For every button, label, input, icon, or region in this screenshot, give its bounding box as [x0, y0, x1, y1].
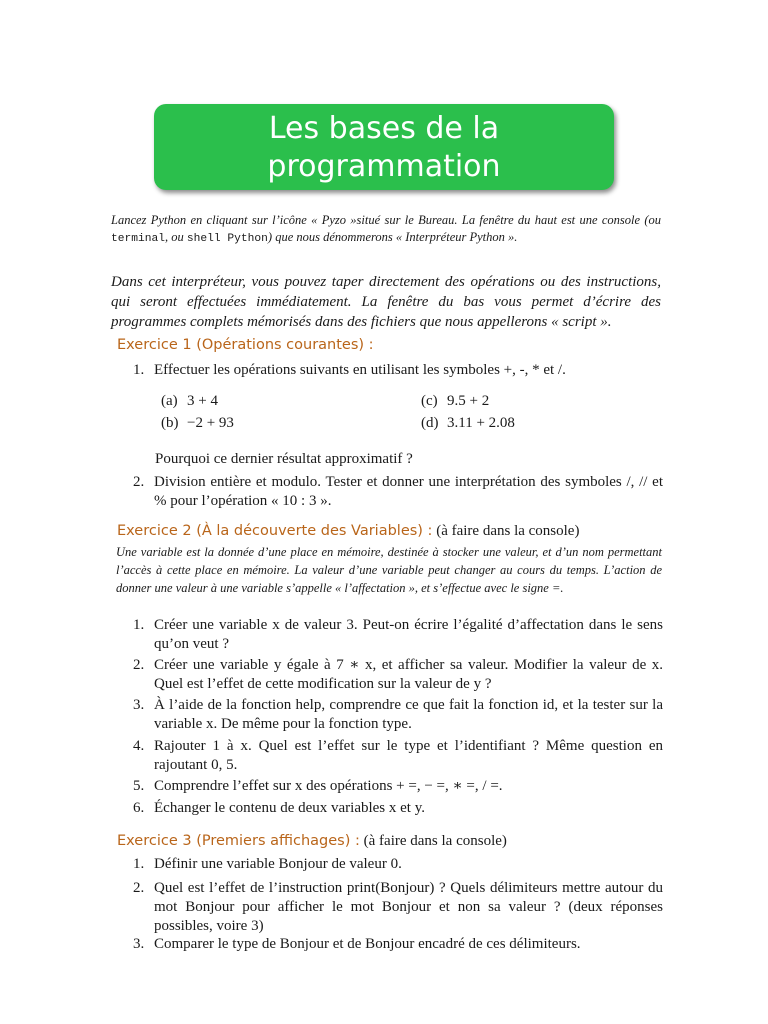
sub-item-a	[161, 393, 218, 410]
item-text: Quel est l’effet de l’instruction print(Bonjour) ? Quels délimiteurs mettre autour du mot Bonjour pour afficher le mot Bonjour et non sa valeur ? (deux réponses possibles, voire 3)	[154, 880, 663, 934]
sub-label: (b)	[161, 415, 179, 431]
title-line-2: programmation	[267, 149, 501, 184]
item-number: 3.	[133, 697, 145, 713]
item-number: 2.	[133, 880, 145, 896]
variable-definition: Une variable est la donnée d’une place en mémoire, destinée à stocker une valeur, et d’un nom permettant l’accès à cette place en mémoire. La valeur d’une variable peut changer au cours du temps. L’action de donner une valeur à une variable s’appelle « l’affectation », et s’effectue avec le signe =.	[116, 545, 662, 595]
item-number: 5.	[133, 778, 145, 794]
item-number: 1.	[133, 617, 145, 633]
exercise-2-title: Exercice 2 (À la découverte des Variables) :	[117, 523, 433, 539]
exercise-3-note: (à faire dans la console)	[359, 833, 507, 849]
exercise-3-heading	[117, 833, 507, 850]
item-text: Division entière et modulo. Tester et donner une interprétation des symboles /, // et % pour l’opération « 10 : 3 ».	[154, 474, 663, 509]
item-number: 1.	[133, 856, 145, 872]
item-number: 2.	[133, 474, 145, 490]
sub-label: (d)	[421, 415, 439, 431]
intro-paragraph-1	[111, 212, 661, 248]
exercise-3-title: Exercice 3 (Premiers affichages) :	[117, 833, 360, 849]
item-text: Comparer le type de Bonjour et de Bonjour encadré de ces délimiteurs.	[154, 936, 581, 952]
sub-expr: 3.11 + 2.08	[447, 415, 515, 431]
intro-p1c: ) que nous dénommerons « Interpréteur Python ».	[267, 230, 518, 244]
exercise-2-note: (à faire dans la console)	[432, 523, 580, 539]
intro-shell-python: shell Python	[186, 233, 268, 245]
intro-p1b: , ou	[165, 230, 187, 244]
title-banner	[154, 104, 614, 190]
item-number: 1.	[133, 362, 145, 378]
exercise-2-heading	[117, 523, 579, 540]
title-line-1: Les bases de la	[268, 111, 500, 146]
sub-label: (a)	[161, 393, 178, 409]
exercise-1-question: Pourquoi ce dernier résultat approximatif ?	[155, 451, 413, 467]
item-text: Créer une variable x de valeur 3. Peut-on écrire l’égalité d’affectation dans le sens qu’on veut ?	[154, 617, 663, 652]
item-number: 3.	[133, 936, 145, 952]
item-text: Échanger le contenu de deux variables x et y.	[154, 800, 425, 816]
intro-paragraph-2: Dans cet interpréteur, vous pouvez taper directement des opérations ou des instructions, qui seront effectuées immédiatement. La fenêtre du bas vous permet d’écrire des programmes complets mémorisés dans des fichiers que nous appellerons « script ».	[111, 274, 661, 330]
sub-item-d	[421, 415, 515, 432]
exercise-1-heading	[117, 337, 374, 354]
sub-expr: 9.5 + 2	[447, 393, 490, 409]
item-number: 2.	[133, 657, 145, 673]
item-text: À l’aide de la fonction help, comprendre ce que fait la fonction id, et la tester sur la variable x. De même pour la fonction type.	[154, 697, 663, 732]
item-text: Créer une variable y égale à 7 ∗ x, et afficher sa valeur. Modifier la valeur de x. Quel est l’effet de cette modification sur la valeur de y ?	[154, 657, 663, 692]
item-text: Effectuer les opérations suivants en utilisant les symboles +, -, * et /.	[154, 362, 566, 378]
sub-item-c	[421, 393, 489, 410]
sub-label: (c)	[421, 393, 438, 409]
sub-item-b	[161, 415, 234, 432]
item-text: Comprendre l’effet sur x des opérations + =, − =, ∗ =, / =.	[154, 778, 503, 794]
item-text: Définir une variable Bonjour de valeur 0.	[154, 856, 402, 872]
item-text: Rajouter 1 à x. Quel est l’effet sur le type et l’identifiant ? Même question en rajoutant 0, 5.	[154, 738, 663, 773]
sub-expr: −2 + 93	[187, 415, 234, 431]
sub-expr: 3 + 4	[187, 393, 218, 409]
intro-p1a: Lancez Python en cliquant sur l’icône « Pyzo »situé sur le Bureau. La fenêtre du haut est une console (ou	[111, 213, 661, 227]
exercise-1-title: Exercice 1 (Opérations courantes) :	[117, 337, 374, 353]
item-number: 6.	[133, 800, 145, 816]
item-number: 4.	[133, 738, 145, 754]
intro-terminal: terminal	[111, 233, 166, 245]
